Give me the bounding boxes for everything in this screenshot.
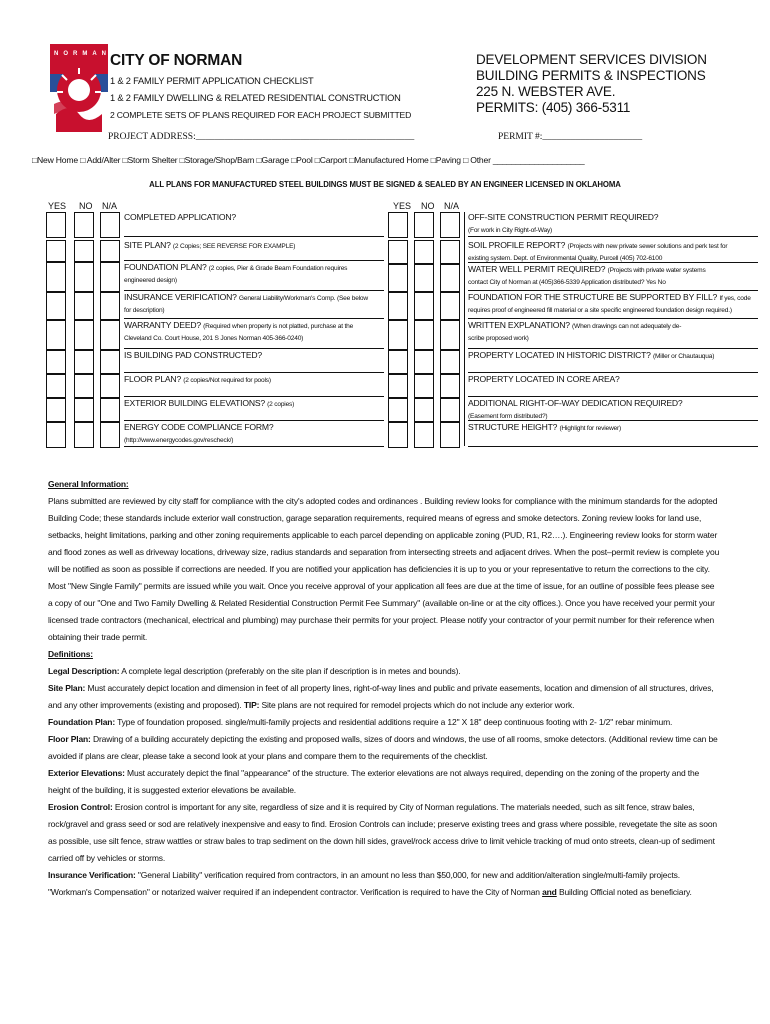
project-type-options[interactable]: □New Home □ Add/Alter □Storm Shelter □Storage/Shop/Barn □Garage □Pool □Carport □Manufactured Home □Paving □ Other ____________________ (32, 155, 585, 165)
right-checklist-item (468, 320, 758, 349)
left-no-checkbox[interactable] (74, 398, 94, 422)
right-yes-checkbox[interactable] (388, 350, 408, 374)
right-item-title: PROPERTY LOCATED IN CORE AREA? (468, 374, 620, 384)
site-plan-label: Site Plan: (48, 683, 86, 693)
right-item-title: SOIL PROFILE REPORT? (468, 240, 566, 250)
city-seal-logo (50, 44, 108, 132)
left-checklist-item (124, 422, 384, 447)
right-item-note: (Highlight for reviewer) (559, 425, 621, 432)
right-item-note: (When drawings can not adequately de- (572, 323, 682, 330)
right-item-note: (Projects with private water systems (607, 267, 706, 274)
left-yes-checkbox[interactable] (46, 212, 66, 238)
svg-text:NORMAN: NORMAN (54, 51, 108, 57)
left-checklist-item (124, 292, 384, 319)
right-item-note-cont: (For work in City Right-of-Way) (468, 227, 553, 234)
left-na-checkbox[interactable] (100, 320, 120, 350)
right-no-checkbox[interactable] (414, 374, 434, 398)
left-yes-checkbox[interactable] (46, 398, 66, 422)
right-item-title: FOUNDATION FOR THE STRUCTURE BE SUPPORTED BY FILL? (468, 292, 718, 302)
city-title: CITY OF NORMAN (110, 52, 243, 69)
right-item-title: WRITTEN EXPLANATION? (468, 320, 570, 330)
right-item-note-cont: requires proof of engineered fill material or a site specific engineered foundation design required.) (468, 307, 732, 314)
right-checklist-item (468, 240, 758, 263)
right-item-title: ADDITIONAL RIGHT-OF-WAY DEDICATION REQUIRED? (468, 398, 683, 408)
left-no-checkbox[interactable] (74, 422, 94, 448)
office-phone: PERMITS: (405) 366-5311 (476, 100, 631, 115)
left-checklist-item (124, 212, 384, 237)
right-checklist-item (468, 422, 758, 447)
project-address-field[interactable]: PROJECT ADDRESS:______________________________________________ (108, 132, 415, 142)
insurance-text: "General Liability" verification required from contractors, in an amount no less than $50,000, for new and addition/alteration single/multi-family projects. "Workman's Compensation" or notarized waiver required if an independent contractor. Verification is required to have the City of Norman (48, 870, 680, 897)
left-item-title: EXTERIOR BUILDING ELEVATIONS? (124, 398, 265, 408)
insurance-label: Insurance Verification: (48, 870, 136, 880)
right-item-note: (Projects with new private sewer solutions and perk test for (567, 243, 728, 250)
left-yes-header: YES (48, 201, 67, 211)
left-yes-checkbox[interactable] (46, 422, 66, 448)
left-checklist-item (124, 350, 384, 373)
right-na-checkbox[interactable] (440, 292, 460, 320)
erosion-text: Erosion control is important for any site, regardless of size and it is required by City of Norman regulations. The materials needed, such as silt fence, straw bales, rock/gravel and grass seed or sod are relatively inexpensive and easy to find. Erosion Controls can include; preserve existing trees and grass where possible, revegetate the site as soon as possible, use silt fence, straw wattles or straw bales to trap sediment on the down hill sides, gravel/rock access drive to limit vehicle tracking of mud onto streets, clean-up of sediment carried off by vehicles or storms. (48, 802, 718, 863)
floor-plan-text: Drawing of a building accurately depicting the existing and proposed walls, sizes of doors and windows, the use of all rooms, smoke detectors. (Additional review time can be avoided if plans are clear, please take a second look at your plans and compare them to the requirements of the checklist. (48, 734, 718, 761)
right-na-header: N/A (444, 201, 460, 211)
left-no-checkbox[interactable] (74, 320, 94, 350)
left-item-title: ENERGY CODE COMPLIANCE FORM? (124, 422, 274, 432)
right-yes-checkbox[interactable] (388, 320, 408, 350)
left-item-title: IS BUILDING PAD CONSTRUCTED? (124, 350, 262, 360)
right-yes-checkbox[interactable] (388, 398, 408, 422)
left-checklist-item (124, 398, 384, 421)
office-address: 225 N. WEBSTER AVE. (476, 84, 616, 99)
right-na-checkbox[interactable] (440, 264, 460, 292)
steel-building-notice: ALL PLANS FOR MANUFACTURED STEEL BUILDINGS MUST BE SIGNED & SEALED BY AN ENGINEER LICENSED IN OKLAHOMA (149, 180, 621, 189)
site-plan-text: Must accurately depict location and dimension in feet of all property lines, right-of-way lines and public and private easements, location and dimension of all structures, drives, and any other improvements (existing and proposed). (48, 683, 714, 710)
division-name: DEVELOPMENT SERVICES DIVISION (476, 52, 707, 67)
exterior-label: Exterior Elevations: (48, 768, 125, 778)
right-item-title: STRUCTURE HEIGHT? (468, 422, 558, 432)
foundation-text: Type of foundation proposed. single/multi-family projects and residential additions require a 12" X 18" deep continuous footing with 2- 1/2" rebar minimum. (115, 717, 673, 727)
left-na-checkbox[interactable] (100, 350, 120, 374)
left-na-checkbox[interactable] (100, 240, 120, 262)
left-item-title: SITE PLAN? (124, 240, 171, 250)
right-item-note: If yes, code (719, 295, 751, 302)
left-yes-checkbox[interactable] (46, 262, 66, 292)
right-checklist-item (468, 350, 758, 373)
right-yes-checkbox[interactable] (388, 240, 408, 264)
floor-plan-label: Floor Plan: (48, 734, 91, 744)
left-no-checkbox[interactable] (74, 212, 94, 238)
left-item-title: COMPLETED APPLICATION? (124, 212, 236, 222)
right-item-note-cont: (Easement form distributed?) (468, 413, 548, 420)
erosion-label: Erosion Control: (48, 802, 113, 812)
left-no-checkbox[interactable] (74, 350, 94, 374)
right-no-checkbox[interactable] (414, 398, 434, 422)
right-na-checkbox[interactable] (440, 240, 460, 264)
insurance-text-end: Building Official noted as beneficiary. (556, 887, 692, 897)
left-item-title: FLOOR PLAN? (124, 374, 182, 384)
right-item-title: WATER WELL PERMIT REQUIRED? (468, 264, 606, 274)
right-checklist-item (468, 374, 758, 397)
right-no-checkbox[interactable] (414, 320, 434, 350)
left-item-note: General Liability/Workman's Comp. (See below (238, 295, 368, 302)
left-no-checkbox[interactable] (74, 262, 94, 292)
column-divider (464, 212, 465, 446)
left-item-note-cont: engineered design) (124, 277, 177, 284)
left-item-note-cont: for description) (124, 307, 165, 314)
foundation-label: Foundation Plan: (48, 717, 116, 727)
right-no-checkbox[interactable] (414, 212, 434, 238)
right-yes-checkbox[interactable] (388, 212, 408, 238)
left-item-title: WARRANTY DEED? (124, 320, 201, 330)
right-na-checkbox[interactable] (440, 398, 460, 422)
right-item-title: PROPERTY LOCATED IN HISTORIC DISTRICT? (468, 350, 651, 360)
definitions-heading: Definitions: (48, 649, 93, 659)
legal-text: A complete legal description (preferably on the site plan if description is in metes and bounds). (119, 666, 461, 676)
right-na-checkbox[interactable] (440, 422, 460, 448)
left-no-checkbox[interactable] (74, 292, 94, 320)
left-item-note-cont: Cleveland Co. Court House, 201 S Jones Norman 405-366-0240) (124, 335, 304, 342)
left-yes-checkbox[interactable] (46, 292, 66, 320)
right-item-title: OFF-SITE CONSTRUCTION PERMIT REQUIRED? (468, 212, 659, 222)
left-no-checkbox[interactable] (74, 374, 94, 398)
general-heading: General Information: (48, 479, 129, 489)
left-na-checkbox[interactable] (100, 374, 120, 398)
right-no-header: NO (421, 201, 435, 211)
right-no-checkbox[interactable] (414, 422, 434, 448)
site-tip-label: TIP: (241, 700, 260, 710)
right-yes-checkbox[interactable] (388, 292, 408, 320)
left-na-checkbox[interactable] (100, 262, 120, 292)
dwelling-subtitle: 1 & 2 FAMILY DWELLING & RELATED RESIDENTIAL CONSTRUCTION (110, 93, 401, 103)
left-checklist-item (124, 262, 384, 291)
left-item-title: INSURANCE VERIFICATION? (124, 292, 237, 302)
right-checklist-item (468, 212, 758, 237)
left-yes-checkbox[interactable] (46, 320, 66, 350)
right-item-note-cont: contact City of Norman at (405)366-5339 Application distributed? Yes No (468, 279, 666, 286)
left-item-note: (2 copies, Pier & Grade Beam Foundation requires (208, 265, 348, 272)
right-item-note-cont: scribe proposed work) (468, 335, 529, 342)
right-yes-checkbox[interactable] (388, 422, 408, 448)
right-checklist-item (468, 398, 758, 421)
right-item-note: (Miller or Chautauqua) (652, 353, 715, 360)
left-na-checkbox[interactable] (100, 212, 120, 238)
right-na-checkbox[interactable] (440, 350, 460, 374)
general-text: Plans submitted are reviewed by city staff for compliance with the city's adopted codes and ordinances . Building review looks for compliance with the minimum standards for the adopted Building Code; these standards include exterior wall construction, garage separation requirements, required means of egress and smoke detectors. Zoning review looks for land use, setbacks, height limitations, parking and other zoning requirements applicable to each parcel depending on applicable zoning (PUD, R1, R2….). Engineering review looks for storm water and flood zones as well as driveway locations, driveway size, radius standards and separation from intersecting streets and adjacent drives. When the post–permit review is complete you will be notified as soon as possible if corrections are needed. If you are notified your application has deficiencies it is up to you or your representative to return the corrections to the city. Most "New Single Family" permits are issued while you wait. Once you receive approval of your application all fees are due at the time of issue, for an outline of possible fees please see a copy of our "One and Two Family Dwelling & Related Residential Construction Permit Fee Summary" (available on-line or at the city offices.). Once you have received your permit your licensed trade contractors (mechanical, electrical and plumbing) may purchase their permits for your project. Please notify your contractor of your permit number for their reference when obtaining their trade permit. (48, 496, 720, 642)
left-yes-checkbox[interactable] (46, 350, 66, 374)
left-checklist-item (124, 240, 384, 261)
insurance-and: and (542, 887, 557, 897)
left-item-note: (2 copies) (267, 401, 295, 408)
general-information (48, 476, 720, 901)
right-na-checkbox[interactable] (440, 320, 460, 350)
right-no-checkbox[interactable] (414, 240, 434, 264)
left-no-header: NO (79, 201, 93, 211)
right-yes-header: YES (393, 201, 412, 211)
left-na-checkbox[interactable] (100, 398, 120, 422)
exterior-text: Must accurately depict the final "appearance" of the structure. The exterior elevations are not always required, depending on the zoning of the property and the height of the building, it is suggested exterior elevations be available. (48, 768, 700, 795)
right-na-checkbox[interactable] (440, 374, 460, 398)
right-checklist-item (468, 264, 758, 291)
legal-label: Legal Description: (48, 666, 120, 676)
department-name: BUILDING PERMITS & INSPECTIONS (476, 68, 706, 83)
left-yes-checkbox[interactable] (46, 240, 66, 262)
left-item-note: (Required when property is not platted, purchase at the (203, 323, 354, 330)
left-item-note: (2 copies/Not required for pools) (183, 377, 271, 384)
right-checklist-item (468, 292, 758, 319)
left-na-header: N/A (102, 201, 118, 211)
left-item-title: FOUNDATION PLAN? (124, 262, 207, 272)
site-tip-text: Site plans are not required for remodel projects which do not include any exterior work. (259, 700, 575, 710)
checklist-subtitle: 1 & 2 FAMILY PERMIT APPLICATION CHECKLIST (110, 76, 314, 86)
permit-number-field[interactable]: PERMIT #:_____________________ (498, 132, 643, 142)
left-checklist-item (124, 320, 384, 349)
right-item-note-cont: existing system. Dept. of Environmental Quality, Purcell (405) 702-6100 (468, 255, 663, 262)
right-yes-checkbox[interactable] (388, 374, 408, 398)
left-na-checkbox[interactable] (100, 292, 120, 320)
left-na-checkbox[interactable] (100, 422, 120, 448)
left-item-note: (2 Copies; SEE REVERSE FOR EXAMPLE) (172, 243, 296, 250)
plans-subtitle: 2 COMPLETE SETS OF PLANS REQUIRED FOR EACH PROJECT SUBMITTED (110, 110, 412, 120)
right-yes-checkbox[interactable] (388, 264, 408, 292)
right-no-checkbox[interactable] (414, 264, 434, 292)
left-yes-checkbox[interactable] (46, 374, 66, 398)
right-no-checkbox[interactable] (414, 292, 434, 320)
left-item-note-cont: (http://www.energycodes.gov/rescheck/) (124, 437, 234, 444)
right-no-checkbox[interactable] (414, 350, 434, 374)
left-checklist-item (124, 374, 384, 397)
left-no-checkbox[interactable] (74, 240, 94, 262)
right-na-checkbox[interactable] (440, 212, 460, 238)
